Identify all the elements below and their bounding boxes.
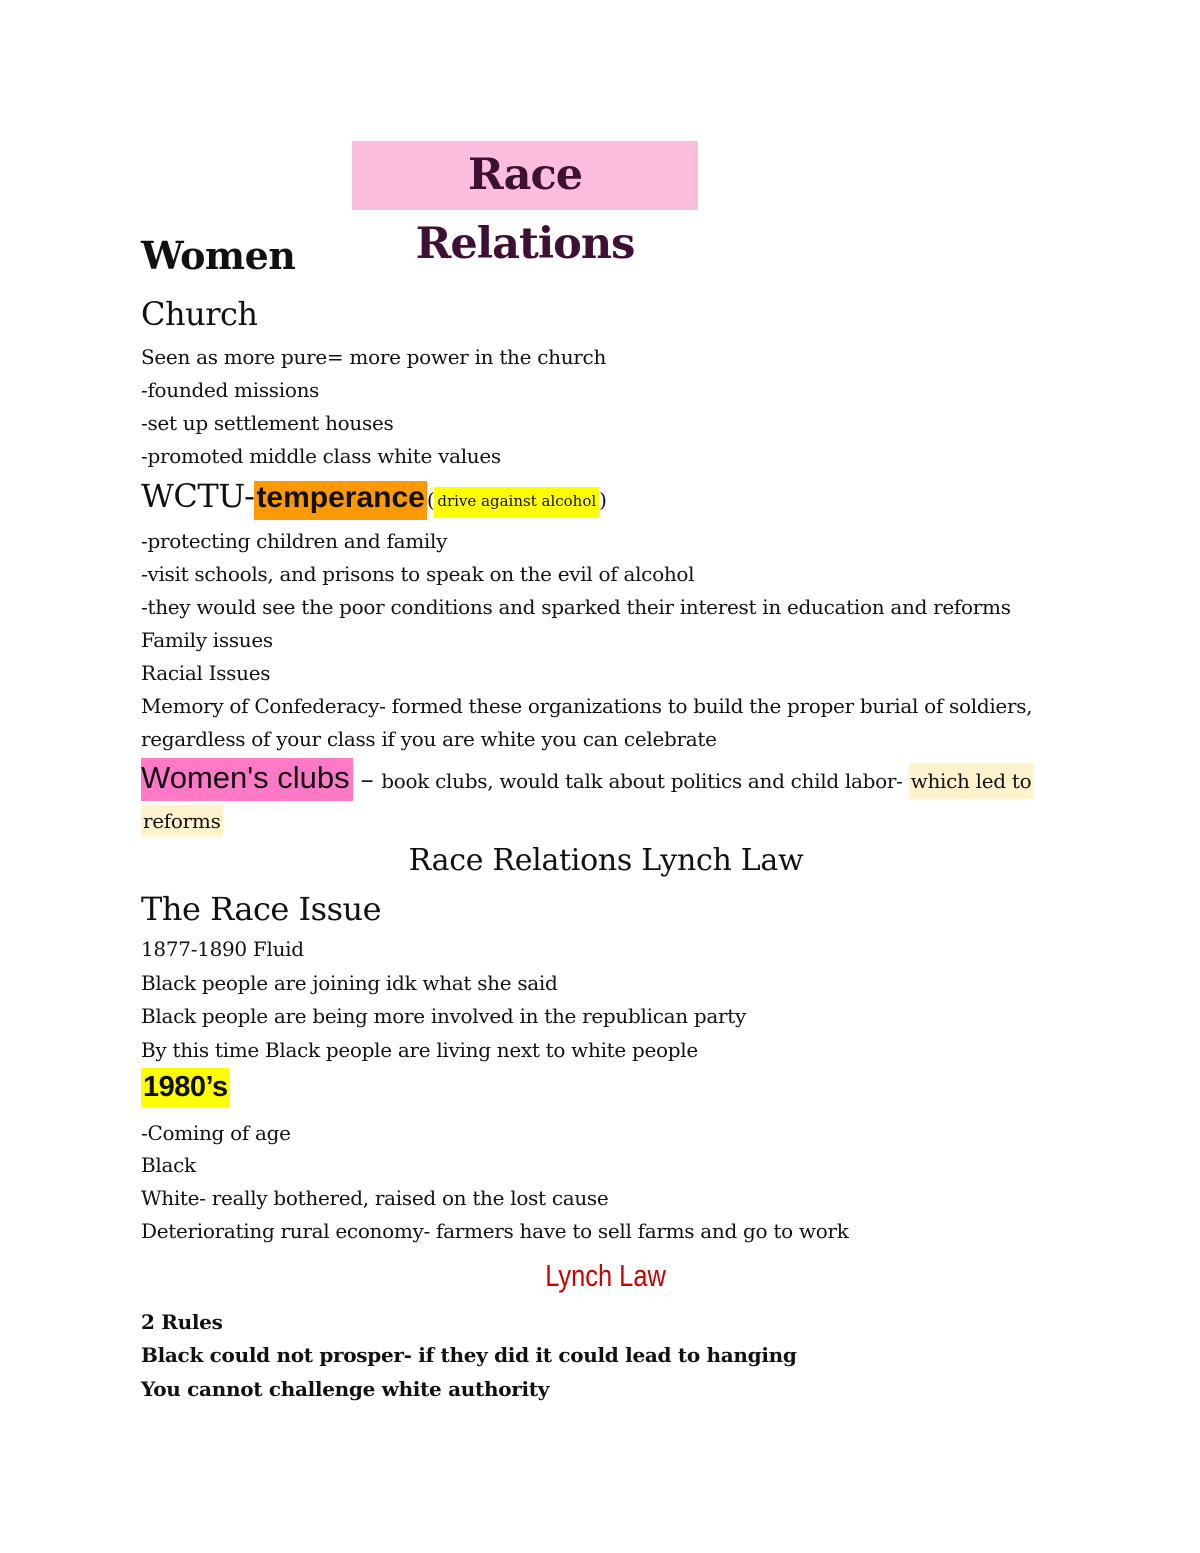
text-line-bold: 2 Rules — [141, 1310, 223, 1334]
wctu-heading-line — [141, 478, 607, 518]
reforms-highlight-1: which led to — [909, 763, 1034, 799]
text-line-bold: Black could not prosper- if they did it could lead to hanging — [141, 1343, 797, 1367]
wctu-prefix: WCTU- — [141, 477, 255, 515]
text-line: White- really bothered, raised on the lost cause — [141, 1186, 609, 1210]
text-line: -visit schools, and prisons to speak on the evil of alcohol — [141, 562, 695, 586]
text-line: Family issues — [141, 628, 273, 652]
reforms-line — [141, 810, 223, 833]
subheading-race-issue: The Race Issue — [141, 890, 382, 928]
lynch-law-heading: Lynch Law — [545, 1258, 667, 1293]
text-line: -protecting children and family — [141, 529, 448, 553]
text-line: By this time Black people are living next to white people — [141, 1038, 698, 1062]
text-line: Racial Issues — [141, 661, 271, 685]
temperance-highlight: temperance — [254, 481, 426, 520]
text-line: Deteriorating rural economy- farmers have to sell farms and go to work — [141, 1219, 849, 1243]
text-line: Seen as more pure= more power in the church — [141, 345, 607, 369]
document-title: Race Relations — [352, 141, 698, 210]
text-line: -promoted middle class white values — [141, 444, 501, 468]
text-line: -founded missions — [141, 378, 320, 402]
clubs-dash: – — [352, 765, 382, 795]
text-line: -set up settlement houses — [141, 411, 394, 435]
text-line: regardless of your class if you are white you can celebrate — [141, 727, 717, 751]
reforms-highlight-2: reforms — [141, 805, 223, 837]
text-line: Black people are being more involved in the republican party — [141, 1004, 746, 1028]
subheading-church: Church — [141, 295, 258, 333]
wctu-note-highlight: drive against alcohol — [434, 487, 599, 518]
clubs-text: book clubs, would talk about politics and child labor- — [381, 769, 909, 793]
section-heading-women: Women — [141, 233, 296, 278]
text-line: Black people are joining idk what she said — [141, 971, 558, 995]
text-line: Black — [141, 1153, 196, 1177]
womens-clubs-highlight: Women's clubs — [141, 758, 353, 801]
heading-1980s: 1980’s — [141, 1068, 230, 1107]
paren-open: ( — [426, 488, 435, 512]
paren-close: ) — [599, 488, 607, 512]
text-line: -they would see the poor conditions and sparked their interest in education and reforms — [141, 595, 1011, 619]
womens-clubs-line — [141, 760, 1033, 796]
text-line: 1877-1890 Fluid — [141, 937, 304, 961]
lynch-law-heading-wrap — [0, 1258, 1200, 1294]
text-line: Memory of Confederacy- formed these organizations to build the proper burial of soldiers, — [141, 694, 1033, 718]
text-line-bold: You cannot challenge white authority — [141, 1377, 550, 1401]
section-heading-lynch-law: Race Relations Lynch Law — [408, 843, 804, 878]
text-line: -Coming of age — [141, 1121, 291, 1145]
